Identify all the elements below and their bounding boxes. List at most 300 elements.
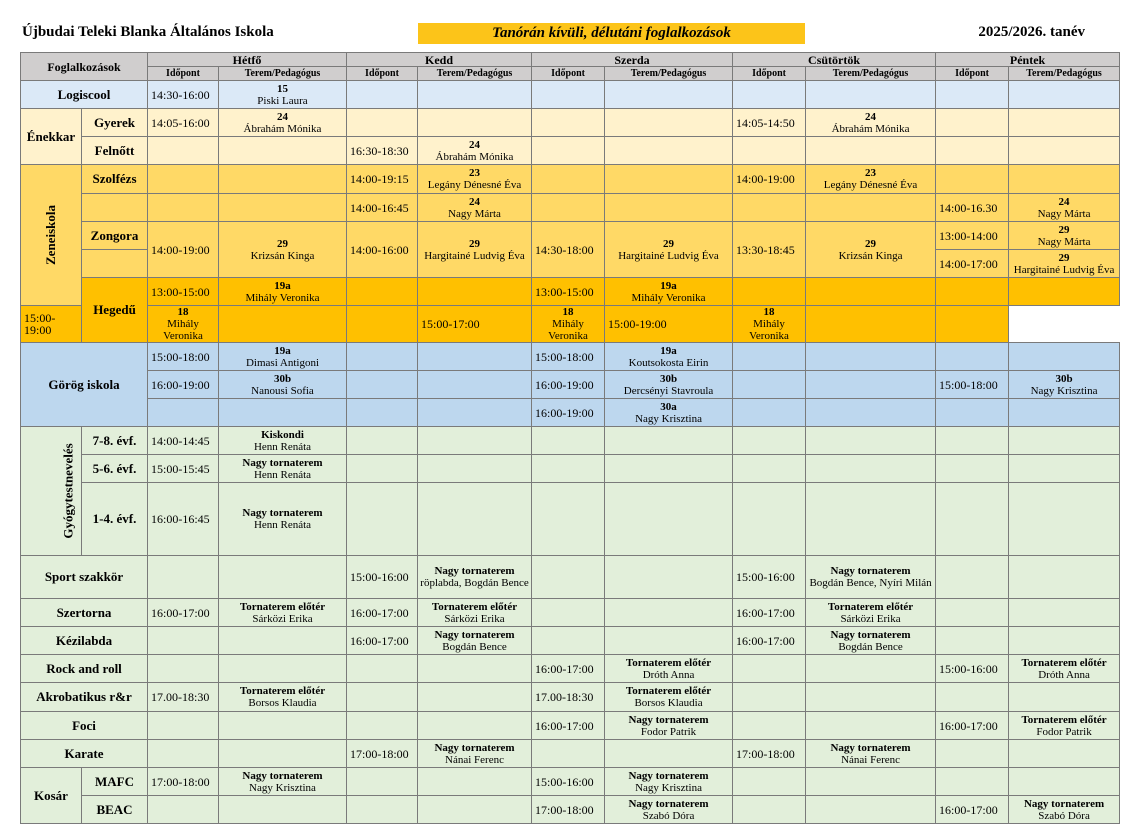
teacher-name: Legány Dénesné Éva [427,179,522,191]
room-label: 19a [660,344,677,357]
time-cell: 15:00-18:00 [148,343,219,371]
room-teacher-cell [1009,371,1120,399]
room-teacher-cell [806,109,936,137]
room-label: 23 [865,167,877,179]
empty-cell [418,399,532,427]
time-cell: 17.00-18:30 [148,683,219,712]
empty-cell [219,165,347,194]
teacher-name: Nanousi Sofia [251,384,314,397]
activity-label-karate: Karate [21,740,148,768]
empty-cell [1009,455,1120,483]
empty-cell [1009,427,1120,455]
empty-cell [148,796,219,824]
empty-cell [219,306,347,343]
activity-label-akro: Akrobatikus r&r [21,683,148,712]
teacher-name: Fodor Patrik [1036,725,1092,738]
teacher-name: Ábrahám Mónika [831,122,910,135]
empty-cell [936,81,1009,109]
room-teacher-cell [1009,796,1120,824]
empty-cell [1009,81,1120,109]
room-label: 29 [469,237,480,250]
activity-label-szolfezs: Szolfézs [82,165,148,194]
teacher-name: Henn Renáta [253,440,312,453]
empty-cell [1009,599,1120,627]
empty-cell [219,627,347,655]
empty-cell [733,371,806,399]
time-cell: 13:00-15:00 [532,278,605,306]
time-cell: 16:00-19:00 [532,399,605,427]
school-name: Újbudai Teleki Blanka Általános Iskola [22,24,274,40]
room-teacher-cell [605,768,733,796]
room-teacher-cell [219,483,347,556]
room-label: Nagy tornaterem [830,628,911,641]
time-cell: 14:00-14:45 [148,427,219,455]
room-teacher-cell [806,222,936,278]
day-header-tuesday: Kedd [347,53,532,67]
empty-cell [806,137,936,165]
teacher-name: Bogdán Bence, Nyíri Milán [809,577,932,589]
room-teacher-cell [806,627,936,655]
room-label: Nagy tornaterem [1023,797,1105,810]
empty-cell [936,278,1009,306]
room-label: Nagy tornaterem [628,713,709,726]
time-cell: 16:00-17:00 [532,655,605,683]
schedule-row [21,371,1120,399]
empty-cell [1009,343,1120,371]
room-label: 15 [277,82,288,95]
teacher-name: Nagy Krisztina [635,412,702,425]
empty-cell [733,137,806,165]
empty-cell [605,137,733,165]
teacher-name: Mihály Veronika [163,318,203,342]
empty-cell [532,427,605,455]
room-label: Nagy tornaterem [830,565,911,577]
day-header-thursday: Csütörtök [733,53,936,67]
time-cell: 14:00-19:15 [347,165,418,194]
room-teacher-cell [806,556,936,599]
time-cell: 14:00-16:45 [347,194,418,222]
teacher-name: Sárközi Erika [840,612,901,625]
activity-label-kosar: Kosár [21,768,82,824]
empty-cell [936,683,1009,712]
time-cell: 15:00-17:00 [418,306,532,343]
room-label: 18 [177,306,189,318]
room-teacher-cell [148,306,219,343]
empty-cell [806,343,936,371]
empty-cell [936,137,1009,165]
room-label: Tornaterem előtér [1021,713,1107,726]
empty-cell [418,483,532,556]
empty-cell [347,109,418,137]
time-cell: 13:30-18:45 [733,222,806,278]
teacher-name: Hargitainé Ludvig Éva [618,249,719,262]
room-column-header: Terem/Pedagógus [605,67,733,81]
empty-cell [936,343,1009,371]
subheader-row [21,67,1120,81]
room-teacher-cell [418,599,532,627]
empty-cell [148,194,219,222]
empty-cell [532,556,605,599]
room-label: 29 [865,237,877,250]
empty-cell [605,483,733,556]
empty-cell [1009,165,1120,194]
empty-cell [532,740,605,768]
room-teacher-cell [219,599,347,627]
empty-cell [532,81,605,109]
empty-cell [806,278,936,306]
room-column-header: Terem/Pedagógus [1009,67,1120,81]
room-label: 24 [277,110,288,123]
teacher-name: Nagy Krisztina [635,781,702,794]
room-label: 19a [274,279,291,292]
room-teacher-cell [605,655,733,683]
activity-label-felnott: Felnőtt [82,137,148,165]
empty-cell [806,194,936,222]
empty-cell [347,427,418,455]
empty-cell [806,796,936,824]
activity-label-gyogy [21,427,82,556]
empty-cell [347,455,418,483]
room-label: 24 [469,138,480,151]
empty-cell [936,599,1009,627]
room-teacher-cell [219,343,347,371]
empty-cell [806,712,936,740]
school-year: 2025/2026. tanév [978,24,1085,40]
room-teacher-cell [806,599,936,627]
teacher-name: Sárközi Erika [252,612,313,625]
empty-cell [418,81,532,109]
room-teacher-cell [605,796,733,824]
time-cell: 15:00-15:45 [148,455,219,483]
teacher-name: Nagy Krisztina [1030,384,1098,397]
empty-cell [936,455,1009,483]
day-header-wednesday: Szerda [532,53,733,67]
empty-cell [418,371,532,399]
empty-cell [418,109,532,137]
room-column-header: Terem/Pedagógus [806,67,936,81]
empty-cell [1009,483,1120,556]
room-label: Nagy tornaterem [830,741,911,754]
empty-cell [1009,556,1120,599]
empty-cell [733,655,806,683]
time-cell: 17:00-18:00 [347,740,418,768]
empty-cell [1009,683,1120,712]
empty-cell [936,556,1009,599]
activity-label-foci: Foci [21,712,148,740]
room-label: 29 [1058,223,1070,236]
schedule-row [21,627,1120,655]
schedule-row [21,109,1120,137]
room-label: 29 [277,237,288,250]
room-teacher-cell [219,109,347,137]
time-cell: 16:00-19:00 [532,371,605,399]
teacher-name: Nagy Márta [448,207,501,220]
empty-cell [532,137,605,165]
room-label: 24 [1058,195,1070,208]
activity-label-gorog: Görög iskola [21,343,148,427]
empty-cell [605,556,733,599]
empty-cell [806,427,936,455]
schedule-row [21,399,1120,427]
empty-cell [219,740,347,768]
empty-cell [605,109,733,137]
empty-cell [148,740,219,768]
empty-cell [148,712,219,740]
time-cell: 15:00-18:00 [532,343,605,371]
teacher-name: Koutsokosta Eirin [628,356,709,369]
empty-cell [418,796,532,824]
empty-cell [1009,740,1120,768]
room-teacher-cell [605,683,733,712]
room-label: Nagy tornaterem [628,769,709,782]
empty-cell [936,109,1009,137]
time-cell: 16:00-17:00 [148,599,219,627]
room-teacher-cell [532,306,605,343]
room-teacher-cell [605,399,733,427]
empty-cell [936,399,1009,427]
activity-label-g14: 1-4. évf. [82,483,148,556]
time-cell: 16:30-18:30 [347,137,418,165]
schedule-row [21,768,1120,796]
room-label: Nagy tornaterem [242,769,323,782]
teacher-name: Dróth Anna [642,668,695,681]
empty-cell [532,165,605,194]
room-teacher-cell [605,343,733,371]
schedule-row [21,556,1120,599]
empty-cell [219,655,347,683]
room-teacher-cell [418,222,532,278]
empty-cell [532,627,605,655]
time-cell: 14:30-16:00 [148,81,219,109]
room-label: Tornaterem előtér [239,685,326,697]
time-cell: 16:00-17:00 [347,599,418,627]
room-label: Nagy tornaterem [628,797,709,810]
empty-cell [733,399,806,427]
activity-label-g56: 5-6. évf. [82,455,148,483]
empty-cell [219,712,347,740]
activity-label-g78: 7-8. évf. [82,427,148,455]
time-cell: 15:00-19:00 [605,306,733,343]
schedule-row [21,306,1120,343]
schedule-row [21,455,1120,483]
time-cell: 15:00-16:00 [347,556,418,599]
time-cell: 15:00-16:00 [733,556,806,599]
empty-cell [347,278,418,306]
day-header-friday: Péntek [936,53,1120,67]
empty-cell [806,306,936,343]
schedule-table [20,52,1120,824]
time-cell: 15:00-19:00 [21,306,82,343]
empty-cell [347,306,418,343]
room-label: 30a [660,400,677,413]
activity-label-sport: Sport szakkör [21,556,148,599]
teacher-name: Dróth Anna [1038,668,1090,681]
teacher-name: Nánai Ferenc [841,753,901,766]
time-column-header: Időpont [532,67,605,81]
time-cell: 14:05-16:00 [148,109,219,137]
teacher-name: Dercsényi Stavroula [623,384,714,397]
teacher-name: Hargitainé Ludvig Éva [424,249,525,262]
empty-cell [733,796,806,824]
teacher-name: Ábrahám Mónika [243,122,322,135]
schedule-row [21,222,1120,250]
schedule-row [21,599,1120,627]
room-label: 30b [659,372,678,385]
room-label: 29 [663,237,675,250]
room-label: 19a [660,279,677,292]
empty-cell [532,599,605,627]
empty-cell [605,627,733,655]
room-label: Nagy tornaterem [434,565,515,577]
teacher-name: Hargitainé Ludvig Éva [1013,263,1115,276]
empty-cell [733,683,806,712]
room-teacher-cell [806,165,936,194]
empty-cell [347,371,418,399]
time-cell: 16:00-19:00 [148,371,219,399]
teacher-name: Krizsán Kinga [838,249,903,262]
teacher-name: Nagy Márta [1037,235,1091,248]
room-label: 23 [469,167,480,179]
activity-label-gyerek: Gyerek [82,109,148,137]
teacher-name: Nánai Ferenc [445,753,504,766]
room-teacher-cell [418,556,532,599]
room-teacher-cell [219,768,347,796]
room-teacher-cell [418,740,532,768]
empty-cell [148,165,219,194]
empty-cell [347,399,418,427]
teacher-name: Mihály Veronika [749,318,789,342]
room-label: 19a [274,344,291,357]
teacher-name: Ábrahám Mónika [435,150,514,163]
empty-cell [532,109,605,137]
room-teacher-cell [1009,655,1120,683]
room-label: 24 [469,195,480,208]
room-column-header: Terem/Pedagógus [219,67,347,81]
empty-cell [1009,278,1120,306]
teacher-name: Dimasi Antigoni [245,356,320,369]
time-cell: 15:00-16:00 [532,768,605,796]
empty-cell [532,455,605,483]
room-teacher-cell [806,740,936,768]
room-label: 30b [1055,372,1073,385]
activity-column-header: Foglalkozások [21,53,148,81]
room-label: Tornaterem előtér [431,600,518,613]
empty-cell [418,768,532,796]
teacher-name: Bogdán Bence [838,640,903,653]
empty-cell [936,483,1009,556]
teacher-name: Szabó Dóra [1038,809,1090,822]
schedule-row [21,796,1120,824]
room-teacher-cell [418,627,532,655]
empty-cell [733,278,806,306]
empty-cell [733,768,806,796]
room-teacher-cell [605,371,733,399]
time-cell: 16:00-16:45 [148,483,219,556]
empty-cell [418,455,532,483]
empty-cell [936,427,1009,455]
room-teacher-cell [418,137,532,165]
room-label: Nagy tornaterem [434,741,515,754]
empty-cell [219,399,347,427]
room-teacher-cell [219,371,347,399]
empty-cell [418,712,532,740]
time-cell: 13:00-14:00 [936,222,1009,250]
empty-cell [733,712,806,740]
empty-cell [1009,109,1120,137]
empty-cell [733,81,806,109]
teacher-name: Borsos Klaudia [634,697,703,709]
schedule-row [21,427,1120,455]
empty-cell [733,194,806,222]
empty-cell [605,427,733,455]
empty-cell [418,655,532,683]
empty-cell [418,278,532,306]
empty-cell [936,165,1009,194]
empty-cell [532,483,605,556]
activity-label-text: Zeneiskola [43,205,58,265]
time-cell: 14:30-18:00 [532,222,605,278]
empty-cell [148,137,219,165]
time-column-header: Időpont [148,67,219,81]
teacher-name: Fodor Patrik [640,725,697,738]
room-teacher-cell [418,165,532,194]
empty-cell [1009,399,1120,427]
room-label: Nagy tornaterem [242,507,323,519]
activity-label-hegedu: Hegedű [82,278,148,343]
time-cell: 14:00-19:00 [733,165,806,194]
time-column-header: Időpont [733,67,806,81]
empty-cell [936,627,1009,655]
empty-cell [806,483,936,556]
schedule-row [21,81,1120,109]
activity-label-enekkar: Énekkar [21,109,82,165]
empty-cell [347,796,418,824]
teacher-name: Borsos Klaudia [248,697,317,709]
teacher-name: Bogdán Bence [442,640,507,653]
room-label: 30b [273,372,292,385]
room-teacher-cell [1009,194,1120,222]
day-header-monday: Hétfő [148,53,347,67]
empty-cell [418,343,532,371]
time-cell: 14:00-16:00 [347,222,418,278]
activity-label-empty [82,250,148,278]
room-teacher-cell [219,427,347,455]
empty-cell [418,427,532,455]
schedule-row [21,278,1120,306]
teacher-name: Legány Dénesné Éva [823,179,918,191]
room-teacher-cell [219,683,347,712]
empty-cell [936,306,1009,343]
schedule-row [21,343,1120,371]
empty-cell [148,655,219,683]
activity-label-rock: Rock and roll [21,655,148,683]
teacher-name: Mihály Veronika [548,318,588,342]
room-teacher-cell [418,194,532,222]
time-column-header: Időpont [347,67,418,81]
empty-cell [347,343,418,371]
room-column-header: Terem/Pedagógus [418,67,532,81]
time-cell: 17.00-18:30 [532,683,605,712]
empty-cell [605,455,733,483]
room-label: Nagy tornaterem [242,456,323,469]
teacher-name: Szabó Dóra [642,809,695,822]
empty-cell [806,655,936,683]
time-cell: 16:00-17:00 [936,796,1009,824]
empty-cell [733,483,806,556]
room-label: Tornaterem előtér [625,685,712,697]
empty-cell [605,165,733,194]
schedule-row [21,194,1120,222]
